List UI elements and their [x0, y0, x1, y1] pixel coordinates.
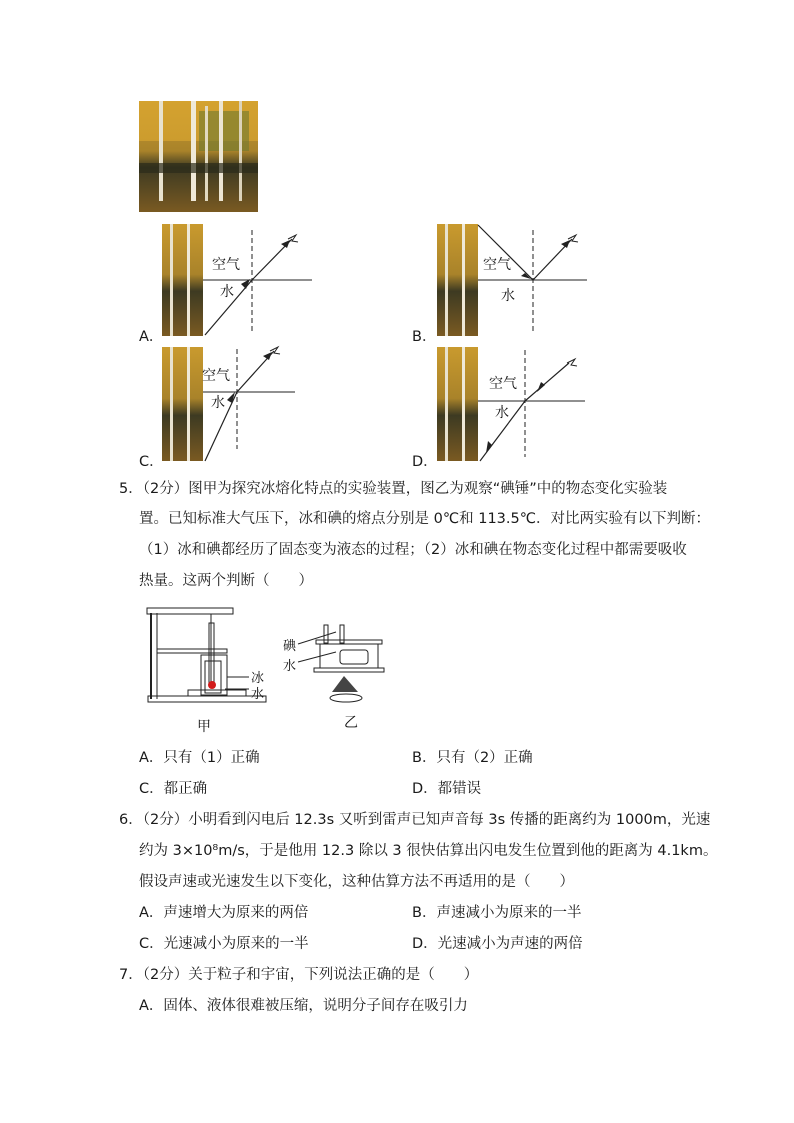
apparatus-jia — [145, 603, 275, 738]
q5-line1: 5．（2分）图甲为探究冰熔化特点的实验装置，图乙为观察“碘锤”中的物态变化实验装 — [119, 481, 668, 497]
option-c-label[interactable]: C． — [139, 454, 164, 470]
q5-option-c[interactable]: C．都正确 — [139, 781, 208, 797]
water-label-b: 水 — [501, 288, 515, 304]
forest-photo — [139, 101, 258, 212]
q6-option-b[interactable]: B．声速减小为原来的一半 — [412, 905, 582, 921]
jia-caption: 甲 — [197, 719, 211, 735]
q5-option-a[interactable]: A．只有（1）正确 — [139, 750, 260, 766]
air-label-b: 空气 — [483, 257, 511, 273]
option-b-label[interactable]: B． — [412, 329, 437, 345]
apparatus-yi — [280, 620, 400, 735]
q6-line1: 6．（2分）小明看到闪电后 12.3s 又听到雷声已知声音每 3s 传播的距离约为 1000m，光速 — [119, 812, 711, 828]
option-a-figure — [162, 222, 317, 340]
q5-line4: 热量。这两个判断（ ） — [139, 573, 313, 589]
air-label-c: 空气 — [202, 368, 230, 384]
q6-option-d[interactable]: D．光速减小为声速的两倍 — [412, 936, 583, 952]
yi-iodine-label: 碘 — [283, 639, 297, 654]
q6-line3: 假设声速或光速发生以下变化，这种估算方法不再适用的是（ ） — [139, 874, 574, 890]
jia-water-label: 水 — [251, 687, 265, 702]
q7-option-a[interactable]: A．固体、液体很难被压缩，说明分子间存在吸引力 — [139, 998, 468, 1014]
q7-line1: 7．（2分）关于粒子和宇宙，下列说法正确的是（ ） — [119, 967, 479, 983]
yi-caption: 乙 — [344, 715, 358, 731]
option-d-label[interactable]: D． — [412, 454, 438, 470]
q6-line2: 约为 3×10⁸m/s，于是他用 12.3 除以 3 很快估算出闪电发生位置到他的距离为 4.1km。 — [139, 843, 718, 859]
yi-water-label: 水 — [283, 659, 297, 674]
air-label-d: 空气 — [489, 376, 517, 392]
q6-option-a[interactable]: A．声速增大为原来的两倍 — [139, 905, 309, 921]
q5-line3: （1）冰和碘都经历了固态变为液态的过程；（2）冰和碘在物态变化过程中都需要吸收 — [139, 542, 687, 558]
water-label-d: 水 — [495, 405, 509, 421]
option-c-figure — [162, 345, 317, 465]
water-label-c: 水 — [211, 395, 225, 411]
air-label-a: 空气 — [212, 257, 240, 273]
jia-ice-label: 冰 — [251, 671, 265, 686]
option-a-label[interactable]: A． — [139, 329, 164, 345]
q5-line2: 置。已知标准大气压下，冰和碘的熔点分别是 0℃和 113.5℃．对比两实验有以下判断： — [139, 511, 711, 527]
q5-option-b[interactable]: B．只有（2）正确 — [412, 750, 533, 766]
q6-option-c[interactable]: C．光速减小为原来的一半 — [139, 936, 309, 952]
option-d-figure — [437, 345, 592, 465]
water-label-a: 水 — [220, 284, 234, 300]
q5-option-d[interactable]: D．都错误 — [412, 781, 482, 797]
option-b-figure — [437, 222, 592, 340]
